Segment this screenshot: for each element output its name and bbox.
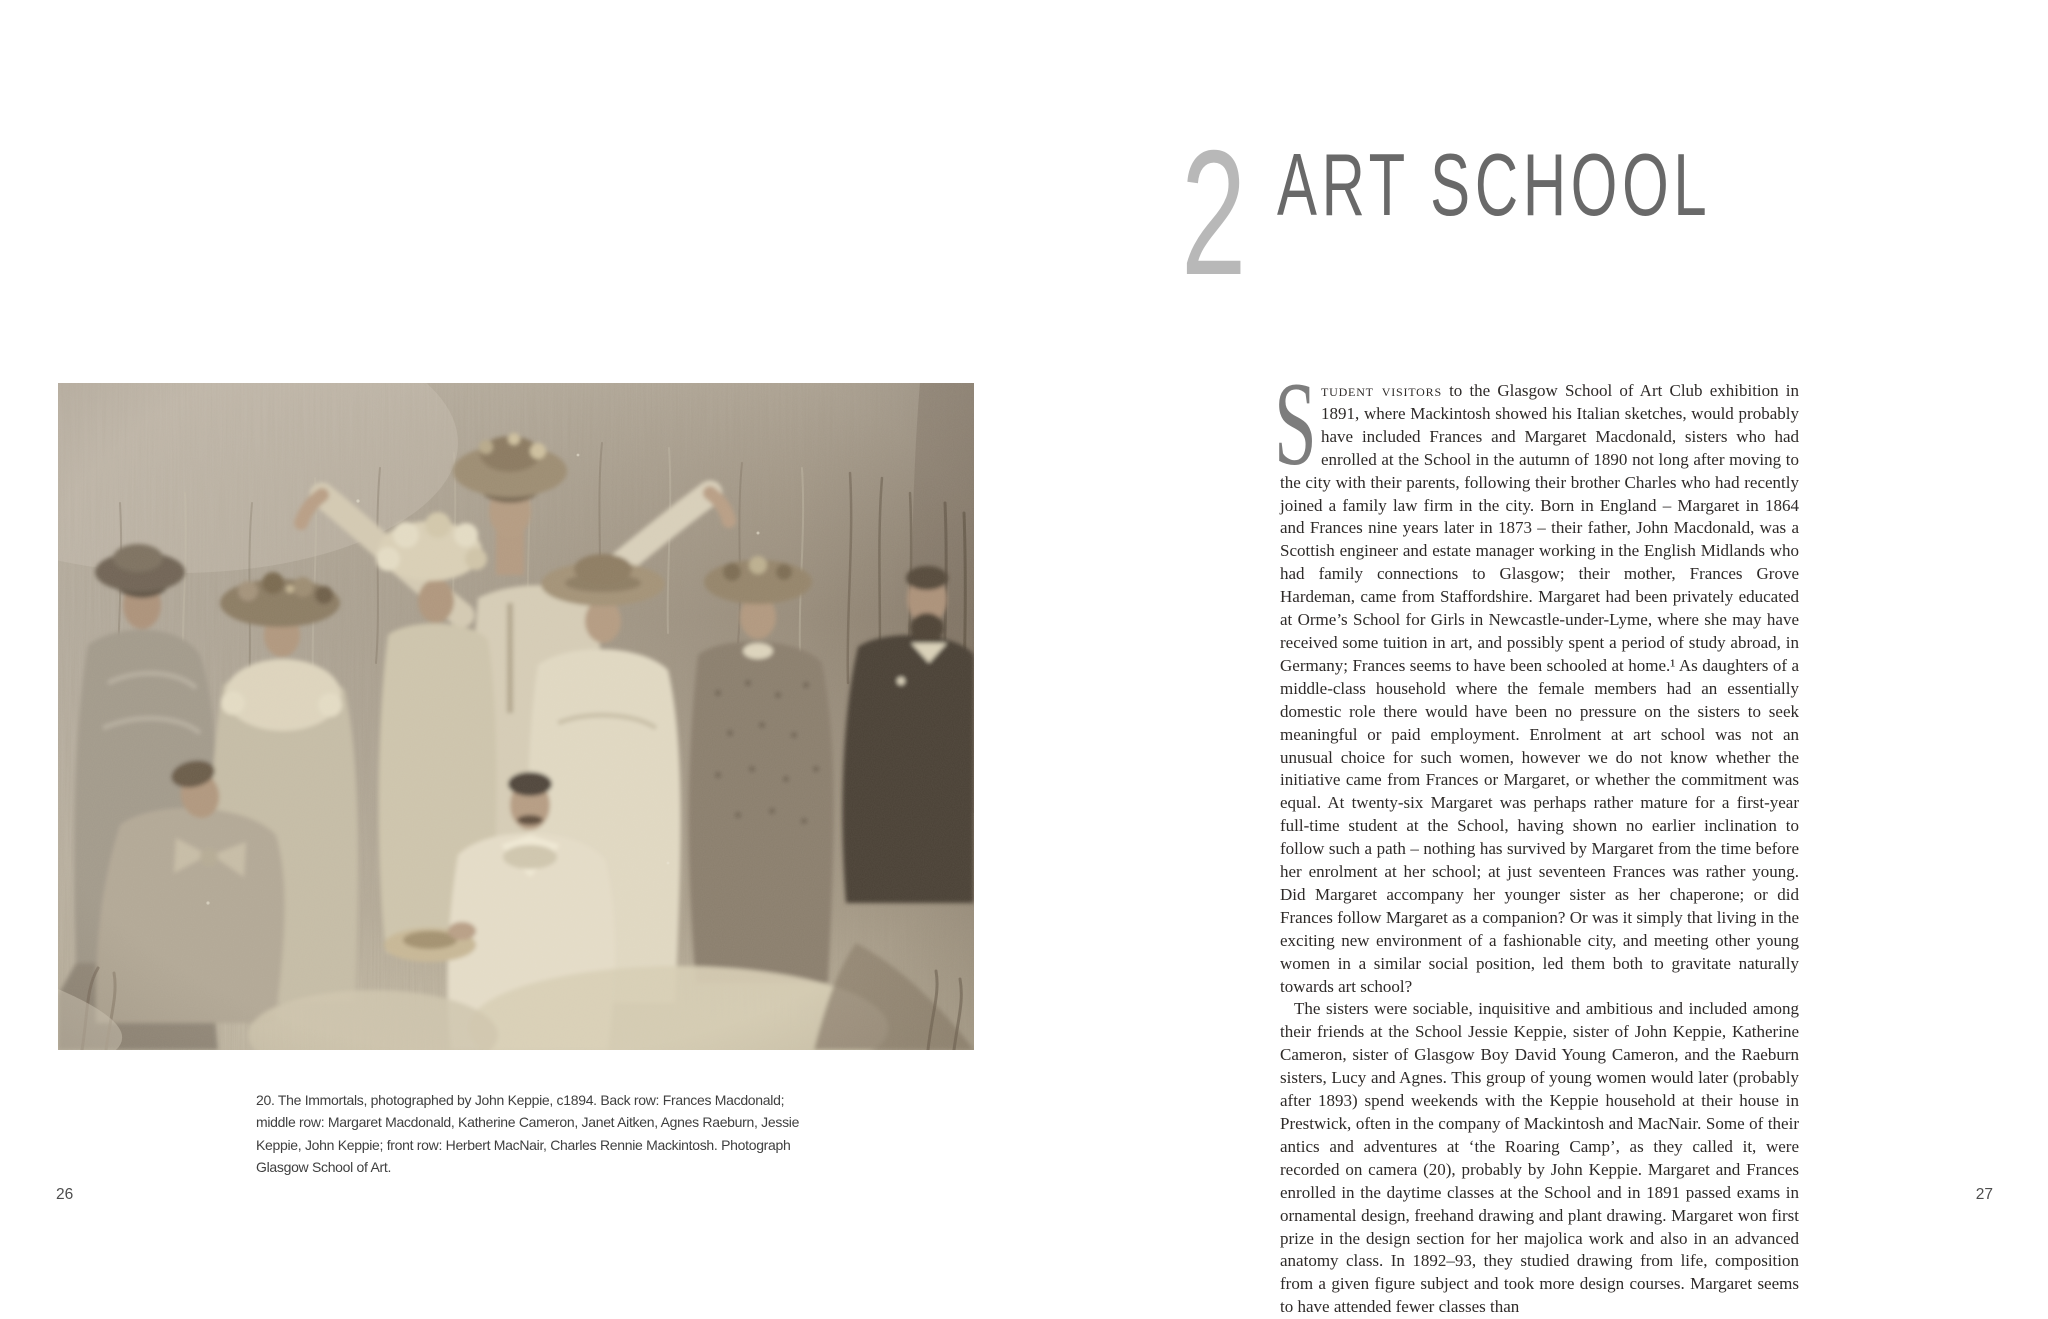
body-paragraph-2: The sisters were sociable, inquisitive and ambitious and included among their friends at the School Jessie Keppie, sister of John Keppie, Katherine Cameron, sister of Glasgow Boy David Young Cameron, and the Raeburn sisters, Lucy and Agnes. This group of young women would later (probably after 1893) spend weekends with the Keppie household at their house in Prestwick, often in the company of Mackintosh and MacNair. Some of their antics and adventures at ‘the Roaring Camp’, as they called it, were recorded on camera (20), probably by John Keppie. Margaret and Frances enrolled in the daytime classes at the School and in 1891 passed exams in ornamental design, freehand drawing and plant drawing. Margaret won first prize in the design section for her majolica work and also in an advanced anatomy class. In 1892–93, they studied drawing from life, composition from a given figure subject and took more design courses. Margaret seems to have attended fewer classes than <box>1280 999 1799 1317</box>
body-paragraph-1 <box>1274 357 1800 998</box>
page-number-right: 27 <box>1975 1186 1993 1203</box>
drop-cap: S <box>1274 357 1317 490</box>
lead-small-caps: tudent visitors <box>1321 381 1442 400</box>
chapter-number: 2 <box>1181 113 1247 312</box>
chapter-title: ART SCHOOL <box>1277 135 1712 234</box>
immortals-photo <box>58 383 974 1050</box>
page-number-left: 26 <box>56 1186 74 1203</box>
body-text-column <box>1274 357 1800 1319</box>
paragraph-1-text: to the Glasgow School of Art Club exhibition in 1891, where Mackintosh showed his Italian sketches, would probably have included Frances and Margaret Macdonald, sisters who had enrolled at the School in the autumn of 1890 not long after moving to the city with their parents, following their brother Charles who had recently joined a family law firm in the city. Born in England – Margaret in 1864 and Frances nine years later in 1873 – their father, John Macdonald, was a Scottish engineer and estate manager working in the English Midlands who had family connections to Glasgow; their mother, Frances Grove Hardeman, came from Staffordshire. Margaret had been privately educated at Orme’s School for Girls in Newcastle-under-Lyme, where she may have received some tuition in art, and possibly spent a period of study abroad, in Germany; Frances seems to have been schooled at home.¹ As daughters of a middle-class household where the female members had an essentially domestic role there would have been no pressure on the sisters to seek meaningful or paid employment. Enrolment at art school was not an unusual choice for such women, however we do not know whether the initiative came from Frances or Margaret, or whether the commitment was equal. At twenty-six Margaret was perhaps rather mature for a first-year full-time student at the School, having shown no earlier inclination to follow such a path – nothing has survived by Margaret from the time before her enrolment at her school; at just seventeen Frances was rather young. Did Margaret accompany her younger sister as her chaperone; or did Frances follow Margaret as a companion? Or was it simply that living in the exciting new environment of a fashionable city, and meeting other young women in a similar social position, led them both to gravitate naturally towards art school? <box>1280 381 1800 996</box>
immortals-photo-illustration <box>58 383 974 1050</box>
photo-caption: 20. The Immortals, photographed by John Keppie, c1894. Back row: Frances Macdonald; middle row: Margaret Macdonald, Katherine Cameron, Janet Aitken, Agnes Raeburn, Jessie Keppie, John Keppie; front row: Herbert MacNair, Charles Rennie Mackintosh. Photograph Glasgow School of Art. <box>256 1092 800 1176</box>
